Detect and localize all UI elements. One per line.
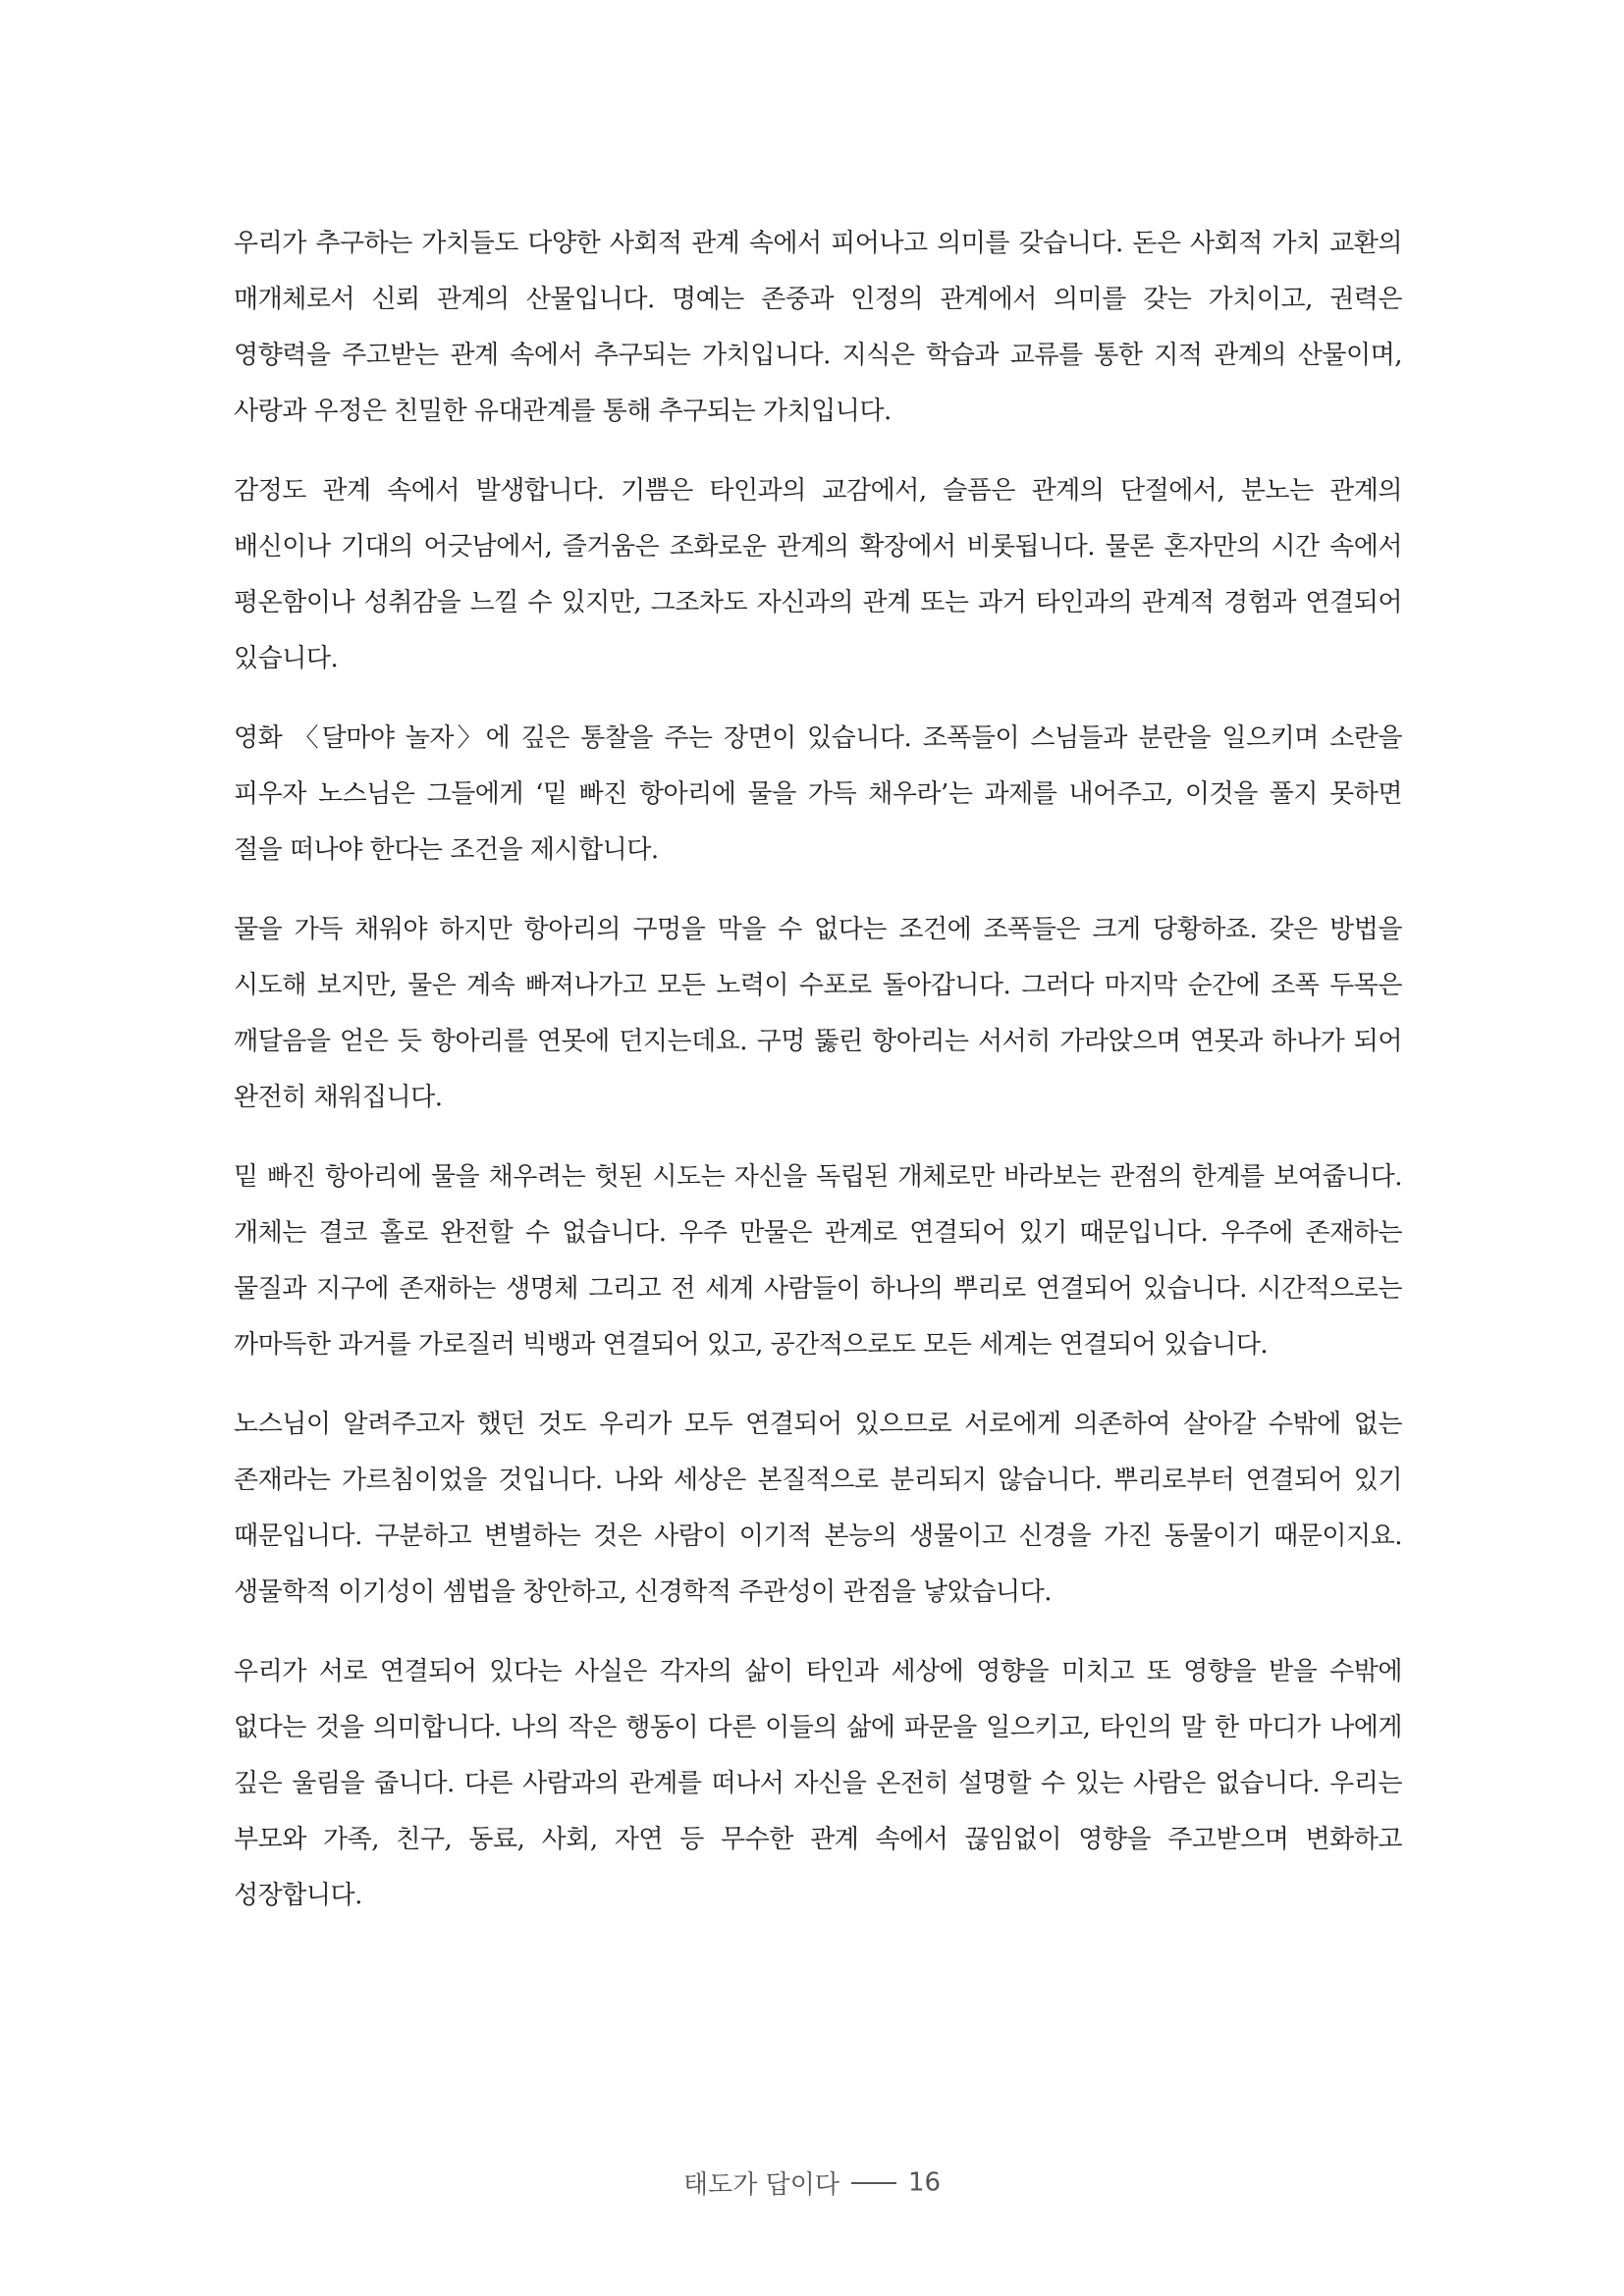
page-footer <box>0 2164 1624 2201</box>
page-number: 16 <box>907 2167 942 2198</box>
paragraph: 우리가 추구하는 가치들도 다양한 사회적 관계 속에서 피어나고 의미를 갖습니다. 돈은 사회적 가치 교환의 매개체로서 신뢰 관계의 산물입니다. 명예는 존중과 인정의 관계에서 의미를 갖는 가치이고, 권력은 영향력을 주고받는 관계 속에서 추구되는 가치입니다. 지식은 학습과 교류를 통한 지적 관계의 산물이며, 사랑과 우정은 친밀한 유대관계를 통해 추구되는 가치입니다. <box>234 229 1402 426</box>
body-text <box>234 216 1402 1948</box>
paragraph: 감정도 관계 속에서 발생합니다. 기쁨은 타인과의 교감에서, 슬픔은 관계의 단절에서, 분노는 관계의 배신이나 기대의 어긋남에서, 즐거움은 조화로운 관계의 확장에서 비롯됩니다. 물론 혼자만의 시간 속에서 평온함이나 성취감을 느낄 수 있지만, 그조차도 자신과의 관계 또는 과거 타인과의 관계적 경험과 연결되어 있습니다. <box>234 476 1402 673</box>
footer-dash <box>851 2182 896 2184</box>
paragraph: 영화 〈달마야 놀자〉에 깊은 통찰을 주는 장면이 있습니다. 조폭들이 스님들과 분란을 일으키며 소란을 피우자 노스님은 그들에게 ‘밑 빠진 항아리에 물을 가득 채우라’는 과제를 내어주고, 이것을 풀지 못하면 절을 떠나야 한다는 조건을 제시합니다. <box>234 723 1402 865</box>
paragraph: 밑 빠진 항아리에 물을 채우려는 헛된 시도는 자신을 독립된 개체로만 바라보는 관점의 한계를 보여줍니다. 개체는 결코 홀로 완전할 수 없습니다. 우주 만물은 관계로 연결되어 있기 때문입니다. 우주에 존재하는 물질과 지구에 존재하는 생명체 그리고 전 세계 사람들이 하나의 뿌리로 연결되어 있습니다. 시간적으로는 까마득한 과거를 가로질러 빅뱅과 연결되어 있고, 공간적으로도 모든 세계는 연결되어 있습니다. <box>234 1162 1402 1360</box>
paragraph: 우리가 서로 연결되어 있다는 사실은 각자의 삶이 타인과 세상에 영향을 미치고 또 영향을 받을 수밖에 없다는 것을 의미합니다. 나의 작은 행동이 다른 이들의 삶에 파문을 일으키고, 타인의 말 한 마디가 나에게 깊은 울림을 줍니다. 다른 사람과의 관계를 떠나서 자신을 온전히 설명할 수 있는 사람은 없습니다. 우리는 부모와 가족, 친구, 동료, 사회, 자연 등 무수한 관계 속에서 끊임없이 영향을 주고받으며 변화하고 성장합니다. <box>234 1657 1402 1910</box>
paragraph: 물을 가득 채워야 하지만 항아리의 구멍을 막을 수 없다는 조건에 조폭들은 크게 당황하죠. 갖은 방법을 시도해 보지만, 물은 계속 빠져나가고 모든 노력이 수포로 돌아갑니다. 그러다 마지막 순간에 조폭 두목은 깨달음을 얻은 듯 항아리를 연못에 던지는데요. 구멍 뚫린 항아리는 서서히 가라앉으며 연못과 하나가 되어 완전히 채워집니다. <box>234 915 1402 1112</box>
paragraph: 노스님이 알려주고자 했던 것도 우리가 모두 연결되어 있으므로 서로에게 의존하여 살아갈 수밖에 없는 존재라는 가르침이었을 것입니다. 나와 세상은 본질적으로 분리되지 않습니다. 뿌리로부터 연결되어 있기 때문입니다. 구분하고 변별하는 것은 사람이 이기적 본능의 생물이고 신경을 가진 동물이기 때문이지요. 생물학적 이기성이 셈법을 창안하고, 신경학적 주관성이 관점을 낳았습니다. <box>234 1410 1402 1607</box>
book-title: 태도가 답이다 <box>682 2170 839 2200</box>
